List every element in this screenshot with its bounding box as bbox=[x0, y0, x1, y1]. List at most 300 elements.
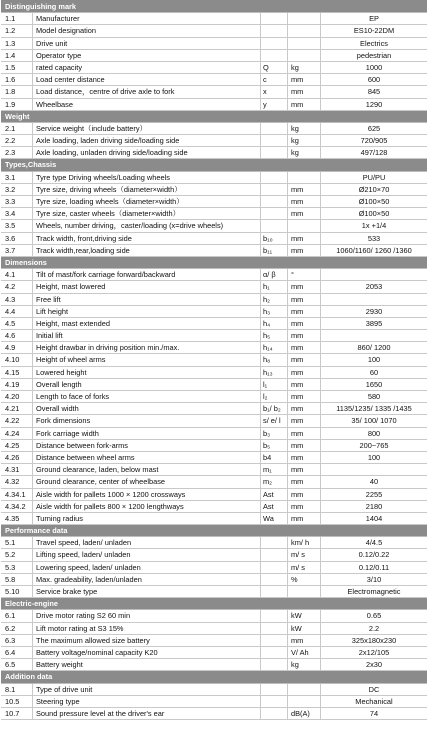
item-symbol: h₁₄ bbox=[261, 342, 288, 353]
item-description: Turning radius bbox=[33, 513, 261, 524]
item-description: Track width,rear,loading side bbox=[33, 245, 261, 256]
item-number: 6.1 bbox=[1, 610, 33, 621]
item-description: Lowered height bbox=[33, 367, 261, 378]
item-number: 3.3 bbox=[1, 196, 33, 207]
item-symbol: h₁₃ bbox=[261, 367, 288, 378]
item-unit: m/ s bbox=[288, 562, 321, 573]
item-value: 2180 bbox=[365, 501, 383, 511]
table-row bbox=[1, 379, 427, 391]
item-value: 1290 bbox=[365, 99, 383, 109]
item-value: ES10-22DM bbox=[353, 26, 395, 36]
item-number: 8.1 bbox=[1, 684, 33, 695]
item-value: 2930 bbox=[365, 306, 383, 316]
table-row bbox=[1, 38, 427, 50]
item-symbol bbox=[261, 647, 288, 658]
item-number: 6.2 bbox=[1, 623, 33, 634]
item-unit: mm bbox=[288, 635, 321, 646]
item-description: Lifting speed, laden/ unladen bbox=[33, 549, 261, 560]
item-description: Initial lift bbox=[33, 330, 261, 341]
table-row bbox=[1, 25, 427, 37]
item-symbol bbox=[261, 562, 288, 573]
item-unit: kW bbox=[288, 610, 321, 621]
item-unit: mm bbox=[288, 354, 321, 365]
item-description: Aisle width for pallets 1000 × 1200 crossways bbox=[33, 489, 261, 500]
item-number: 2.1 bbox=[1, 123, 33, 134]
item-unit bbox=[288, 684, 321, 695]
item-symbol: l₁ bbox=[261, 379, 288, 390]
item-symbol bbox=[261, 147, 288, 158]
item-symbol bbox=[261, 220, 288, 231]
table-row bbox=[1, 696, 427, 708]
item-symbol: α/ β bbox=[261, 269, 288, 280]
table-row bbox=[1, 330, 427, 342]
item-number: 3.6 bbox=[1, 233, 33, 244]
item-description: Lift motor rating at S3 15% bbox=[33, 623, 261, 634]
item-value bbox=[321, 464, 427, 475]
item-symbol: h₂ bbox=[261, 294, 288, 305]
item-value bbox=[321, 269, 427, 280]
item-unit: mm bbox=[288, 294, 321, 305]
table-row bbox=[1, 318, 427, 330]
item-number: 4.26 bbox=[1, 452, 33, 463]
item-number: 1.3 bbox=[1, 38, 33, 49]
item-symbol bbox=[261, 635, 288, 646]
item-unit: mm bbox=[288, 415, 321, 426]
item-value: 625 bbox=[367, 123, 381, 133]
item-description: Overall length bbox=[33, 379, 261, 390]
table-row bbox=[1, 354, 427, 366]
item-number: 4.21 bbox=[1, 403, 33, 414]
item-number: 3.5 bbox=[1, 220, 33, 231]
item-number: 6.5 bbox=[1, 659, 33, 670]
item-description: Battery voltage/nominal capacity K20 bbox=[33, 647, 261, 658]
item-value: 3/10 bbox=[366, 574, 382, 584]
item-value: Ø210×70 bbox=[358, 184, 390, 194]
item-value: 60 bbox=[369, 367, 379, 377]
item-unit bbox=[288, 50, 321, 61]
item-description: Lift height bbox=[33, 306, 261, 317]
spec-sheet-table bbox=[1, 0, 427, 720]
item-description: Operator type bbox=[33, 50, 261, 61]
table-row bbox=[1, 13, 427, 25]
item-description: Service weight（include battery） bbox=[33, 123, 261, 134]
table-row bbox=[1, 367, 427, 379]
item-value: 74 bbox=[369, 708, 379, 718]
item-value: 0.12/0.11 bbox=[358, 562, 390, 572]
table-row bbox=[1, 635, 427, 647]
item-value: 580 bbox=[367, 392, 381, 401]
item-description: Ground clearance, center of wheelbase bbox=[33, 476, 261, 487]
table-row bbox=[1, 306, 427, 318]
item-symbol bbox=[261, 208, 288, 219]
item-symbol: Ast bbox=[261, 489, 288, 500]
table-row bbox=[1, 489, 427, 501]
item-description: The maximum allowed size battery bbox=[33, 635, 261, 646]
item-value: 860/ 1200 bbox=[357, 343, 391, 353]
section-header: Distinguishing mark bbox=[1, 1, 427, 13]
table-row bbox=[1, 440, 427, 452]
item-symbol bbox=[261, 184, 288, 195]
table-row bbox=[1, 586, 427, 598]
item-symbol bbox=[261, 172, 288, 183]
item-symbol bbox=[261, 696, 288, 707]
item-number: 4.25 bbox=[1, 440, 33, 451]
item-symbol: x bbox=[261, 86, 288, 97]
item-value: 35/ 100/ 1070 bbox=[351, 416, 397, 426]
item-description: Free lift bbox=[33, 294, 261, 305]
item-description: Track width, front,driving side bbox=[33, 233, 261, 244]
item-symbol bbox=[261, 684, 288, 695]
item-description: Height, mast extended bbox=[33, 318, 261, 329]
item-number: 4.32 bbox=[1, 476, 33, 487]
item-value: 800 bbox=[367, 428, 381, 438]
table-row bbox=[1, 464, 427, 476]
item-unit: mm bbox=[288, 513, 321, 524]
item-number: 4.15 bbox=[1, 367, 33, 378]
table-row bbox=[1, 233, 427, 245]
item-symbol bbox=[261, 135, 288, 146]
item-description: Sound pressure level at the driver's ear bbox=[33, 708, 261, 719]
item-number: 5.10 bbox=[1, 586, 33, 597]
item-unit: m/ s bbox=[288, 549, 321, 560]
item-number: 5.8 bbox=[1, 574, 33, 585]
item-description: Length to face of forks bbox=[33, 391, 261, 402]
item-value: Electrics bbox=[360, 38, 388, 48]
item-number: 3.7 bbox=[1, 245, 33, 256]
table-row bbox=[1, 428, 427, 440]
item-value: 2255 bbox=[365, 489, 383, 499]
item-symbol: h₈ bbox=[261, 354, 288, 365]
table-row bbox=[1, 62, 427, 74]
item-description: Tyre size, caster wheels（diameter×width） bbox=[33, 208, 261, 219]
table-row bbox=[1, 281, 427, 293]
item-number: 1.1 bbox=[1, 13, 33, 24]
item-unit: kg bbox=[288, 147, 321, 158]
item-number: 10.7 bbox=[1, 708, 33, 719]
item-symbol bbox=[261, 659, 288, 670]
item-unit bbox=[288, 172, 321, 183]
table-row bbox=[1, 501, 427, 513]
item-symbol: l₂ bbox=[261, 391, 288, 402]
item-description: Wheels, number driving，caster/loading (x=drive wheels) bbox=[33, 220, 261, 231]
item-description: Tyre size, driving wheels（diameter×width） bbox=[33, 184, 261, 195]
item-number: 4.31 bbox=[1, 464, 33, 475]
table-row bbox=[1, 184, 427, 196]
item-value: Ø100×50 bbox=[358, 209, 390, 219]
item-unit: mm bbox=[288, 196, 321, 207]
table-row bbox=[1, 537, 427, 549]
item-unit: kg bbox=[288, 62, 321, 73]
table-row bbox=[1, 245, 427, 257]
item-number: 4.19 bbox=[1, 379, 33, 390]
item-symbol bbox=[261, 708, 288, 719]
item-number: 6.3 bbox=[1, 635, 33, 646]
item-number: 10.5 bbox=[1, 696, 33, 707]
item-symbol: b₃ bbox=[261, 428, 288, 439]
item-unit: kg bbox=[288, 135, 321, 146]
item-unit: mm bbox=[288, 403, 321, 414]
table-row bbox=[1, 610, 427, 622]
table-row bbox=[1, 708, 427, 720]
table-row bbox=[1, 647, 427, 659]
item-symbol bbox=[261, 123, 288, 134]
item-unit: mm bbox=[288, 318, 321, 329]
item-unit: mm bbox=[288, 330, 321, 341]
item-number: 2.3 bbox=[1, 147, 33, 158]
table-row bbox=[1, 135, 427, 147]
item-description: Service brake type bbox=[33, 586, 261, 597]
item-description: Model designation bbox=[33, 25, 261, 36]
item-unit: mm bbox=[288, 476, 321, 487]
item-description: Battery weight bbox=[33, 659, 261, 670]
section-header: Addition data bbox=[1, 671, 427, 683]
item-symbol bbox=[261, 50, 288, 61]
item-description: Max. gradeability, laden/unladen bbox=[33, 574, 261, 585]
item-unit bbox=[288, 38, 321, 49]
item-value: 1000 bbox=[365, 62, 383, 72]
table-row bbox=[1, 513, 427, 525]
item-unit: mm bbox=[288, 391, 321, 402]
item-unit bbox=[288, 220, 321, 231]
item-symbol bbox=[261, 25, 288, 36]
table-row bbox=[1, 208, 427, 220]
item-value: 100 bbox=[367, 452, 381, 462]
item-description: Distance between wheel arms bbox=[33, 452, 261, 463]
item-symbol bbox=[261, 38, 288, 49]
item-description: Drive unit bbox=[33, 38, 261, 49]
item-symbol bbox=[261, 13, 288, 24]
item-description: Fork dimensions bbox=[33, 415, 261, 426]
item-value: 533 bbox=[367, 233, 381, 243]
item-symbol bbox=[261, 574, 288, 585]
item-description: Load distance，centre of drive axle to fork bbox=[33, 86, 261, 97]
table-row bbox=[1, 172, 427, 184]
item-symbol bbox=[261, 623, 288, 634]
item-symbol: s/ e/ l bbox=[261, 415, 288, 426]
table-row bbox=[1, 684, 427, 696]
item-symbol: b₁₀ bbox=[261, 233, 288, 244]
item-number: 1.9 bbox=[1, 99, 33, 110]
item-description: Travel speed, laden/ unladen bbox=[33, 537, 261, 548]
section-header: Weight bbox=[1, 111, 427, 123]
item-symbol: m₁ bbox=[261, 464, 288, 475]
item-symbol: Wa bbox=[261, 513, 288, 524]
item-symbol: y bbox=[261, 99, 288, 110]
item-symbol: Q bbox=[261, 62, 288, 73]
item-value: 720/905 bbox=[360, 136, 388, 146]
item-description: Wheelbase bbox=[33, 99, 261, 110]
item-value: EP bbox=[369, 14, 379, 24]
item-symbol: b₁/ b₂ bbox=[261, 403, 288, 414]
item-description: Aisle width for pallets 800 × 1200 lengthways bbox=[33, 501, 261, 512]
item-description: Fork carriage width bbox=[33, 428, 261, 439]
section-header: Dimensions bbox=[1, 257, 427, 269]
item-value: 2x12/105 bbox=[358, 647, 390, 657]
item-number: 4.9 bbox=[1, 342, 33, 353]
item-value: 200~765 bbox=[359, 440, 389, 450]
item-value: 1060/1160/ 1260 /1360 bbox=[336, 245, 412, 255]
item-number: 5.1 bbox=[1, 537, 33, 548]
item-symbol: b4 bbox=[261, 452, 288, 463]
item-symbol: h₄ bbox=[261, 318, 288, 329]
item-number: 1.6 bbox=[1, 74, 33, 85]
item-number: 3.2 bbox=[1, 184, 33, 195]
item-number: 4.22 bbox=[1, 415, 33, 426]
table-row bbox=[1, 147, 427, 159]
item-value: 845 bbox=[367, 87, 381, 97]
item-description: Load center distance bbox=[33, 74, 261, 85]
item-description: Ground clearance, laden, below mast bbox=[33, 464, 261, 475]
item-value bbox=[321, 330, 427, 341]
item-value: Electromagnetic bbox=[347, 587, 401, 596]
item-unit: mm bbox=[288, 342, 321, 353]
item-symbol: b₅ bbox=[261, 440, 288, 451]
item-unit: mm bbox=[288, 233, 321, 244]
item-value: Ø100×50 bbox=[358, 197, 390, 206]
item-description: rated capacity bbox=[33, 62, 261, 73]
item-unit: mm bbox=[288, 306, 321, 317]
item-unit: mm bbox=[288, 99, 321, 110]
item-symbol: h₅ bbox=[261, 330, 288, 341]
item-unit: mm bbox=[288, 86, 321, 97]
table-row bbox=[1, 86, 427, 98]
item-value: DC bbox=[368, 684, 380, 694]
item-number: 1.5 bbox=[1, 62, 33, 73]
item-number: 3.1 bbox=[1, 172, 33, 183]
item-unit: mm bbox=[288, 489, 321, 500]
item-unit bbox=[288, 696, 321, 707]
item-unit: mm bbox=[288, 245, 321, 256]
item-unit: kg bbox=[288, 123, 321, 134]
item-unit: mm bbox=[288, 208, 321, 219]
item-number: 4.4 bbox=[1, 306, 33, 317]
item-symbol: c bbox=[261, 74, 288, 85]
item-unit: mm bbox=[288, 501, 321, 512]
item-description: Distance between fork-arms bbox=[33, 440, 261, 451]
table-row bbox=[1, 50, 427, 62]
item-description: Tyre type Driving wheels/Loading wheels bbox=[33, 172, 261, 183]
item-unit: mm bbox=[288, 184, 321, 195]
item-value: 4/4.5 bbox=[365, 538, 383, 548]
item-unit: V/ Ah bbox=[288, 647, 321, 658]
item-value: 40 bbox=[369, 477, 379, 487]
table-row bbox=[1, 452, 427, 464]
item-number: 4.35 bbox=[1, 513, 33, 524]
item-number: 5.2 bbox=[1, 549, 33, 560]
item-number: 4.5 bbox=[1, 318, 33, 329]
item-description: Tyre size, loading wheels（diameter×width） bbox=[33, 196, 261, 207]
item-value: 1404 bbox=[365, 513, 383, 523]
item-value: 600 bbox=[367, 75, 381, 85]
item-description: Overall width bbox=[33, 403, 261, 414]
item-unit: % bbox=[288, 574, 321, 585]
table-row bbox=[1, 476, 427, 488]
item-symbol: h₃ bbox=[261, 306, 288, 317]
item-unit bbox=[288, 25, 321, 36]
item-description: Lowering speed, laden/ unladen bbox=[33, 562, 261, 573]
table-row bbox=[1, 623, 427, 635]
item-description: Tilt of mast/fork carriage forward/backward bbox=[33, 269, 261, 280]
table-row bbox=[1, 403, 427, 415]
item-value: 2x30 bbox=[365, 660, 383, 670]
item-description: Drive motor rating S2 60 min bbox=[33, 610, 261, 621]
item-value: 2.2 bbox=[368, 623, 380, 633]
item-symbol: m₂ bbox=[261, 476, 288, 487]
table-row bbox=[1, 196, 427, 208]
item-value bbox=[321, 294, 427, 305]
item-value: 0.12/0.22 bbox=[358, 550, 390, 560]
table-row bbox=[1, 294, 427, 306]
item-unit: mm bbox=[288, 367, 321, 378]
item-number: 1.2 bbox=[1, 25, 33, 36]
item-symbol bbox=[261, 196, 288, 207]
item-value: 0.65 bbox=[366, 611, 382, 621]
item-number: 6.4 bbox=[1, 647, 33, 658]
item-number: 4.3 bbox=[1, 294, 33, 305]
item-number: 4.6 bbox=[1, 330, 33, 341]
section-header: Electric-engine bbox=[1, 598, 427, 610]
item-number: 5.3 bbox=[1, 562, 33, 573]
item-number: 4.10 bbox=[1, 354, 33, 365]
item-unit: mm bbox=[288, 452, 321, 463]
item-value: 2053 bbox=[365, 282, 383, 292]
table-row bbox=[1, 220, 427, 232]
item-number: 4.20 bbox=[1, 391, 33, 402]
table-row bbox=[1, 562, 427, 574]
item-unit: ° bbox=[288, 269, 321, 280]
table-row bbox=[1, 415, 427, 427]
item-unit: mm bbox=[288, 379, 321, 390]
item-value: 497/128 bbox=[360, 148, 388, 158]
item-unit: dB(A) bbox=[288, 708, 321, 719]
table-row bbox=[1, 659, 427, 671]
item-description: Height drawbar in driving position min./max. bbox=[33, 342, 261, 353]
item-value: 1x +1/4 bbox=[361, 221, 387, 231]
item-number: 4.2 bbox=[1, 281, 33, 292]
item-unit bbox=[288, 13, 321, 24]
item-symbol bbox=[261, 610, 288, 621]
item-symbol: Ast bbox=[261, 501, 288, 512]
item-unit: km/ h bbox=[288, 537, 321, 548]
item-number: 1.4 bbox=[1, 50, 33, 61]
item-symbol: b₁₁ bbox=[261, 245, 288, 256]
section-header: Types,Chassis bbox=[1, 159, 427, 171]
table-row bbox=[1, 391, 427, 403]
table-row bbox=[1, 574, 427, 586]
item-description: Axle loading, unladen driving side/loading side bbox=[33, 147, 261, 158]
item-unit: mm bbox=[288, 428, 321, 439]
item-number: 4.24 bbox=[1, 428, 33, 439]
item-value: Mechanical bbox=[355, 696, 393, 706]
item-symbol bbox=[261, 586, 288, 597]
item-unit bbox=[288, 586, 321, 597]
item-unit: mm bbox=[288, 440, 321, 451]
item-description: Type of drive unit bbox=[33, 684, 261, 695]
item-symbol bbox=[261, 537, 288, 548]
item-description: Axle loading, laden driving side/loading side bbox=[33, 135, 261, 146]
item-number: 2.2 bbox=[1, 135, 33, 146]
item-value: 325x180x230 bbox=[351, 635, 397, 645]
item-number: 4.34.2 bbox=[1, 501, 33, 512]
item-symbol: h₁ bbox=[261, 281, 288, 292]
item-unit: kg bbox=[288, 659, 321, 670]
item-number: 1.8 bbox=[1, 86, 33, 97]
item-value: PU/PU bbox=[362, 172, 386, 182]
item-description: Steering type bbox=[33, 696, 261, 707]
item-description: Manufacturer bbox=[33, 13, 261, 24]
item-value: pedestrian bbox=[356, 50, 392, 60]
item-value: 1650 bbox=[365, 379, 383, 389]
